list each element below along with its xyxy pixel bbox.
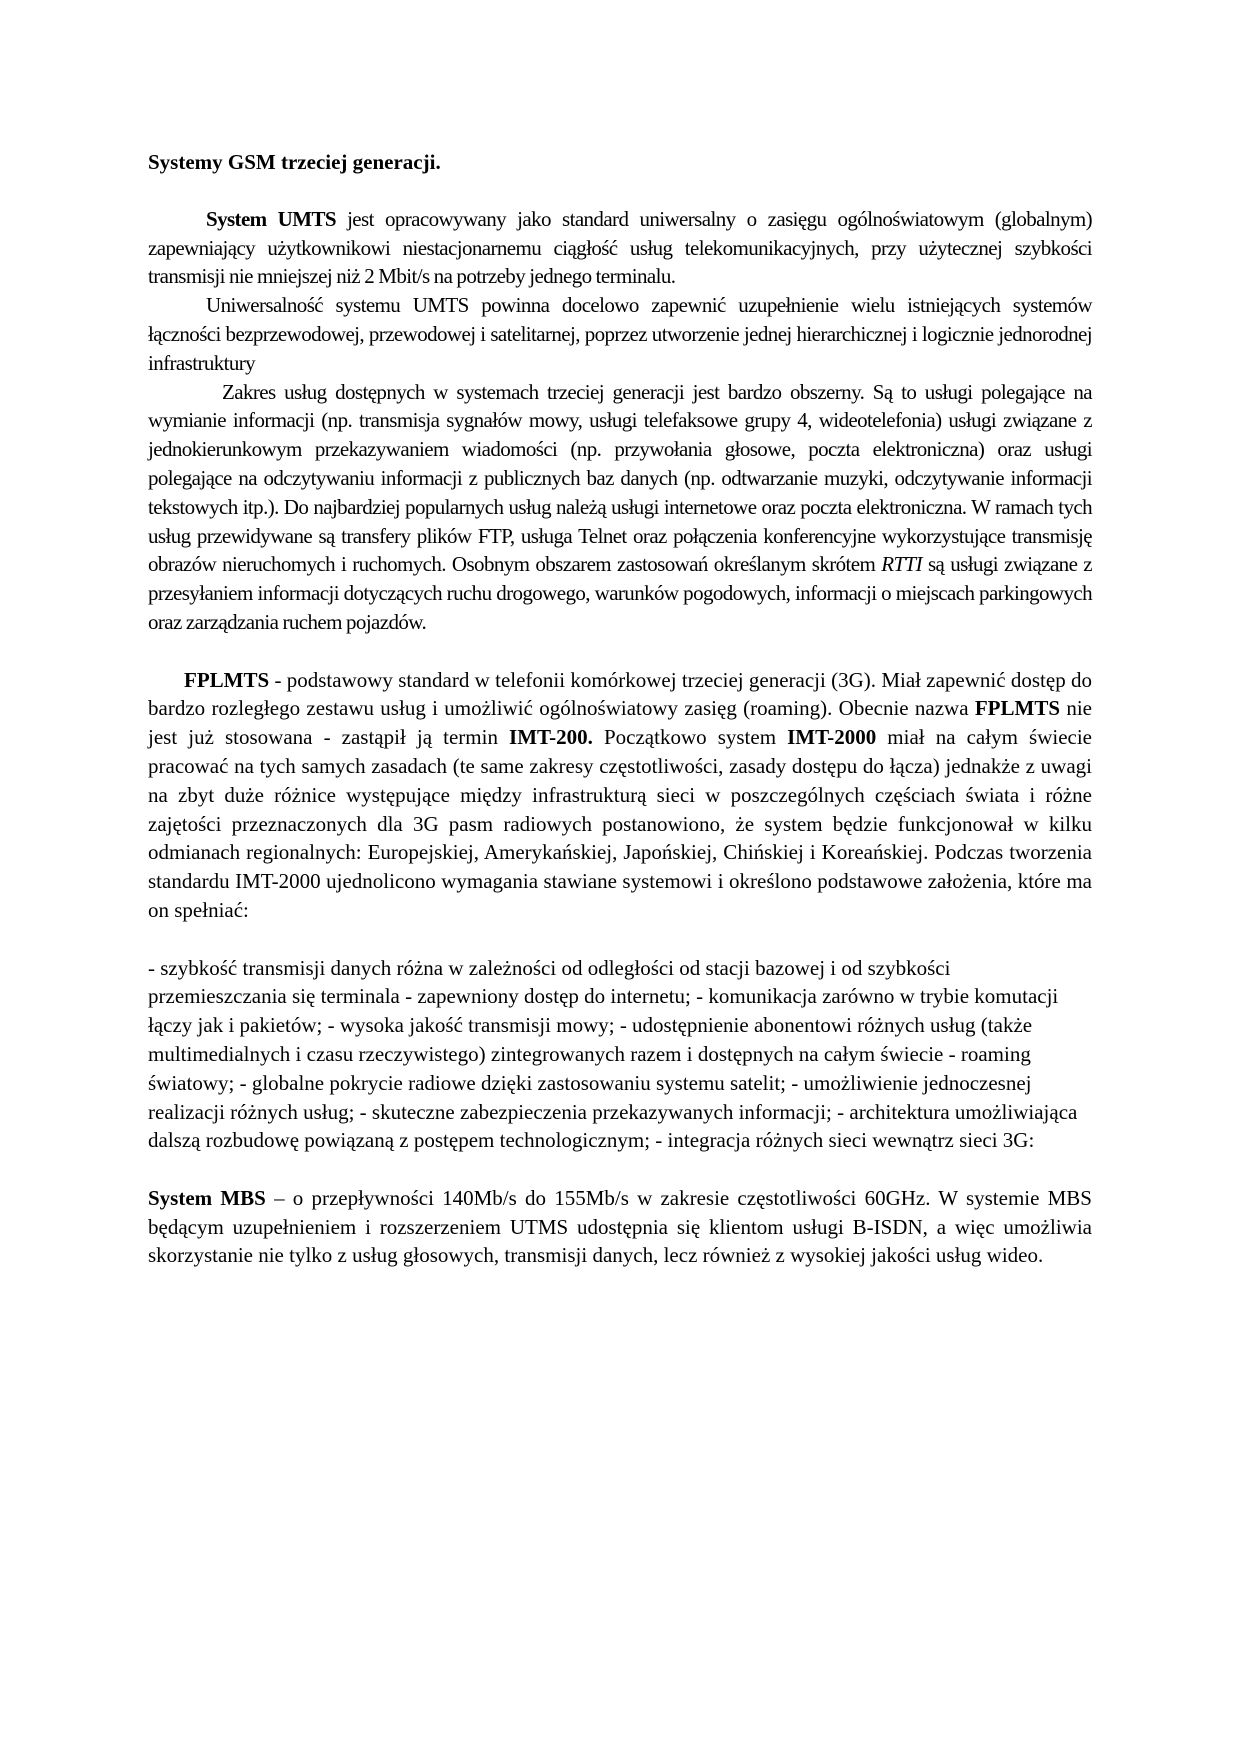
document-page (148, 148, 1092, 1270)
fplmts-text-1: - podstawowy standard w telefonii komórkowej trzeciej generacji (3G). Miał zapewnić dostęp do bardzo rozległego zestawu usług i umożliwić ogólnoświatowy zasięg (roaming). Obecnie nazwa (148, 667, 1092, 721)
imt-200-term: IMT-200. (509, 725, 593, 750)
spacer (148, 1155, 1092, 1184)
page-title: Systemy GSM trzeciej generacji. (148, 150, 441, 174)
umts-paragraph-3-text-b: są usługi związane z przesyłaniem informacji dotyczących ruchu drogowego, warunków pogodowych, informacji o miejscach parkingowych oraz zarządzania ruchem pojazdów. (148, 552, 1092, 634)
spacer (148, 637, 1092, 666)
mbs-text: – o przepływności 140Mb/s do 155Mb/s w zakresie częstotliwości 60GHz. W systemie MBS będącym uzupełnieniem i rozszerzeniem UTMS udostępnia się klientom usługi B-ISDN, a więc umożliwia skorzystanie nie tylko z usług głosowych, transmisji danych, lecz również z wysokiej jakości usług wideo. (148, 1185, 1092, 1268)
umts-paragraph-3 (148, 378, 1092, 637)
mbs-paragraph (148, 1184, 1092, 1270)
fplmts-text-2: nie jest już stosowana - zastąpił ją termin (148, 696, 1092, 750)
requirements-paragraph: - szybkość transmisji danych różna w zależności od odległości od stacji bazowej i od szybkości przemieszczania się terminala - zapewniony dostęp do internetu; - komunikacja zarówno w trybie komutacji łączy jak i pakietów; - wysoka jakość transmisji mowy; - udostępnienie abonentowi różnych usług (także multimedialnych i czasu rzeczywistego) zintegrowanych razem i dostępnych na całym świecie - roaming światowy; - globalne pokrycie radiowe dzięki zastosowaniu systemu satelit; - umożliwienie jednoczesnej realizacji różnych usług; - skuteczne zabezpieczenia przekazywanych informacji; - architektura umożliwiająca dalszą rozbudowę powiązaną z postępem technologicznym; - integracja różnych sieci wewnątrz sieci 3G: (148, 955, 1078, 1153)
mbs-term: System MBS (148, 1185, 266, 1210)
umts-paragraph-2: Uniwersalność systemu UMTS powinna docelowo zapewnić uzupełnienie wielu istniejących systemów łączności bezprzewodowej, przewodowej i satelitarnej, poprzez utworzenie jednej hierarchicznej i logicznie jednorodnej infrastruktury (148, 293, 1092, 375)
umts-paragraph-1-text: jest opracowywany jako standard uniwersalny o zasięgu ogólnoświatowym (globalnym) zapewniający użytkownikowi niestacjonarnemu ciągłość usług telekomunikacyjnych, przy użytecznej szybkości transmisji nie mniejszej niż 2 Mbit/s na potrzeby jednego terminalu. (148, 206, 1092, 289)
umts-paragraph-3-text-a: Zakres usług dostępnych w systemach trzeciej generacji jest bardzo obszerny. Są to usługi polegające na wymianie informacji (np. transmisja sygnałów mowy, usługi telefaksowe grupy 4, wideotelefonia) usługi związane z jednokierunkowym przekazywaniem wiadomości (np. przywołania głosowe, poczta elektroniczna) oraz usługi polegające na odczytywaniu informacji z publicznych baz danych (np. odtwarzanie muzyki, odczytywanie informacji tekstowych itp.). Do najbardziej popularnych usług należą usługi internetowe oraz poczta elektroniczna. W ramach tych usług przewidywane są transfery plików FTP, usługa Telnet oraz połączenia konferencyjne wykorzystujące transmisję obrazów nieruchomych i ruchomych. Osobnym obszarem zastosowań określanym skrótem (148, 379, 1092, 577)
imt-2000-term: IMT-2000 (787, 725, 877, 750)
spacer (148, 925, 1092, 954)
rtti-term: RTTI (881, 552, 922, 577)
fplmts-text-3: Początkowo system (592, 725, 788, 750)
umts-term: System UMTS (206, 206, 336, 231)
umts-paragraph-1 (148, 205, 1092, 291)
fplmts-term-2: FPLMTS (974, 696, 1061, 721)
fplmts-paragraph (148, 666, 1092, 925)
fplmts-term: FPLMTS (184, 667, 270, 692)
fplmts-text-4: miał na całym świecie pracować na tych samych zasadach (te same zakresy częstotliwości, zasady dostępu do łącza) jednakże z uwagi na zbyt duże różnice występujące między infrastrukturą sieci w poszczególnych częściach świata i różne zajętości przeznaczonych dla 3G pasm radiowych postanowiono, że system będzie funkcjonował w kilku odmianach regionalnych: Europejskiej, Amerykańskiej, Japońskiej, Chińskiej i Koreańskiej. Podczas tworzenia standardu IMT-2000 ujednolicono wymagania stawiane systemowi i określono podstawowe założenia, które ma on spełniać: (148, 725, 1092, 922)
